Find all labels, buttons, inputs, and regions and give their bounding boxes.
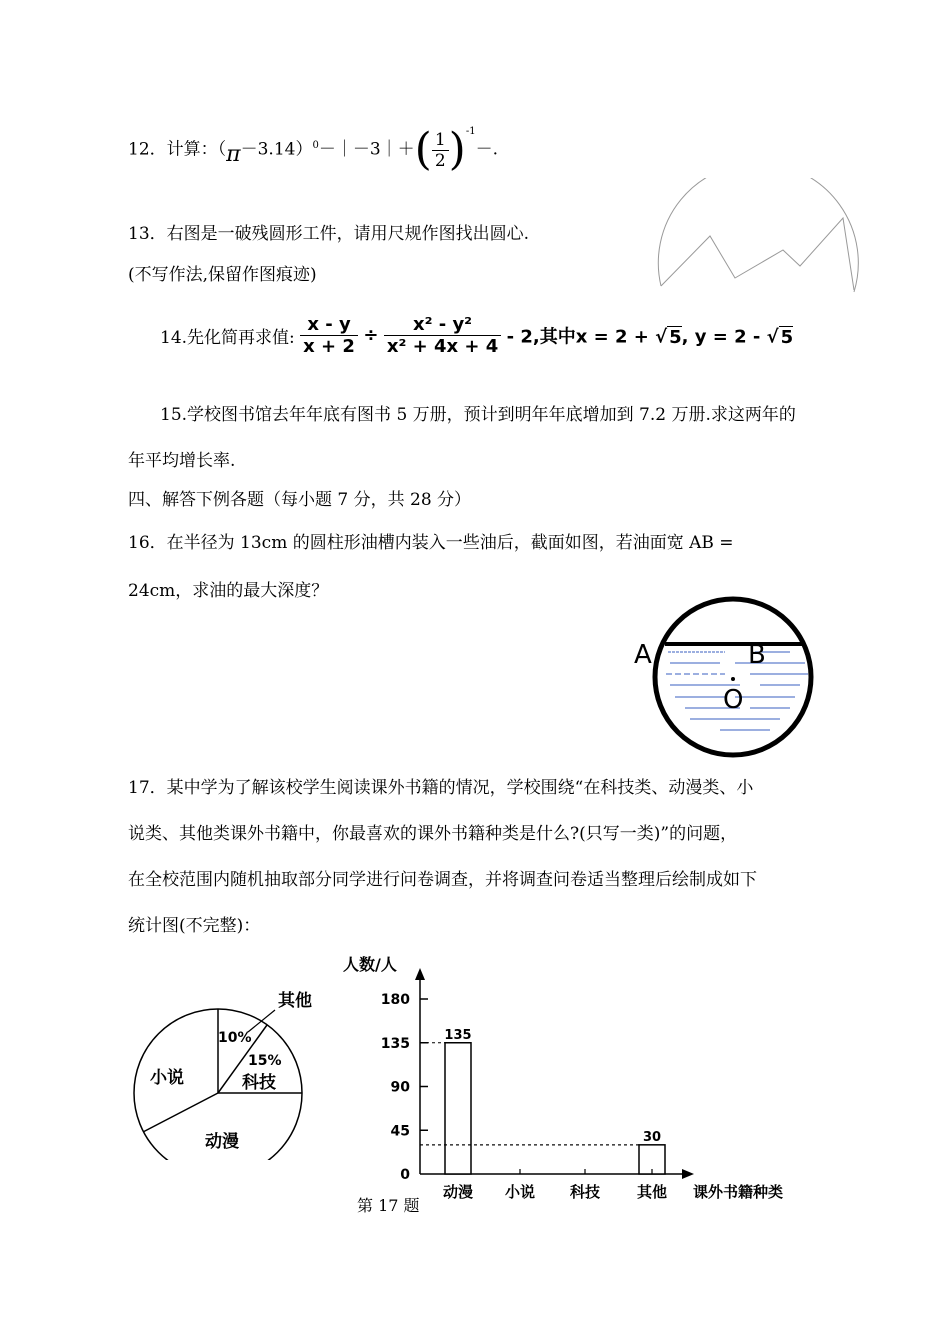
x-category-label-1: 小说 — [504, 1183, 536, 1201]
bar-0 — [445, 1043, 471, 1174]
y-tick-label-135: 135 — [380, 1035, 410, 1052]
q12-pi: π — [226, 141, 241, 167]
q13-line2: (不写作法,保留作图痕迹) — [128, 265, 317, 285]
q13-line1: 13．右图是一破残圆形工件，请用尺规作图找出圆心. — [128, 224, 530, 244]
pie-label-anime: 动漫 — [205, 1132, 239, 1152]
q12-exp: -1 — [465, 125, 476, 137]
bar-chart — [340, 950, 810, 1205]
q17-line1: 17．某中学为了解该校学生阅读课外书籍的情况，学校围绕“在科技类、动漫类、小 — [128, 778, 754, 798]
q14-fraction1 — [300, 314, 358, 357]
q14-tail: - 2,其中x = 2 + √ 5, y = 2 - √ 5 — [506, 326, 794, 348]
q15-line2: 年平均增长率. — [128, 451, 236, 471]
q16-line1: 16．在半径为 13cm 的圆柱形油槽内装入一些油后，截面如图，若油面宽 AB = — [128, 533, 734, 553]
figure-caption: 第 17 题 — [357, 1196, 420, 1215]
x-category-label-2: 科技 — [569, 1183, 601, 1201]
q17-line4: 统计图(不完整)： — [128, 916, 261, 936]
q15-line1: 15.学校图书馆去年年底有图书 5 万册，预计到明年年底增加到 7.2 万册.求这两年的 — [160, 405, 796, 425]
q12-exp-zero: 0 — [312, 139, 319, 151]
x-category-label-3: 其他 — [636, 1183, 668, 1201]
bar-value-label-0: 135 — [444, 1027, 472, 1043]
q14-f1-num: x - y — [300, 314, 358, 336]
q14-mid-text: , y = 2 - — [681, 326, 767, 348]
q12-open-paren: （ — [217, 139, 227, 160]
y-tick-label-45: 45 — [390, 1123, 410, 1140]
center-point-o — [731, 677, 735, 681]
q17-line3: 在全校范围内随机抽取部分同学进行问卷调查，并将调查问卷适当整理后绘制成如下 — [128, 870, 757, 890]
q12-prefix: 12．计算： — [128, 139, 218, 160]
pie-label-novel: 小说 — [150, 1068, 184, 1088]
q12-suffix: －. — [475, 139, 498, 160]
q12-line — [128, 124, 498, 175]
broken-edge — [661, 218, 854, 290]
q16-line2: 24cm，求油的最大深度？ — [128, 581, 329, 601]
pie-pct-other: 10% — [218, 1030, 252, 1046]
label-a: A — [634, 640, 652, 670]
q14-f2-den: x² + 4x + 4 — [386, 336, 499, 357]
q14-sqrt2: 5 — [780, 326, 794, 348]
pie-pct-tech: 15% — [248, 1053, 282, 1069]
q12-rparen: ) — [448, 124, 466, 175]
q12-part2: －｜－3｜＋ — [318, 139, 415, 160]
y-tick-label-0: 0 — [400, 1167, 410, 1183]
q12-frac-num: 1 — [432, 130, 449, 151]
section-heading: 四、解答下例各题（每小题 7 分，共 28 分） — [128, 490, 472, 510]
q12-fraction — [432, 130, 449, 171]
q14-prefix: 14.先化简再求值: — [160, 328, 295, 348]
q14-f2-num: x² - y² — [384, 314, 501, 336]
pie-chart — [130, 980, 330, 1160]
bars — [420, 1028, 665, 1174]
pie-divider-novel — [143, 1093, 218, 1132]
q12-frac-den: 2 — [434, 150, 446, 171]
oil-tank-figure — [630, 595, 820, 760]
pie-label-tech: 科技 — [242, 1073, 276, 1093]
y-axis-arrow — [415, 968, 425, 980]
label-o: O — [723, 685, 744, 715]
q12-part1: －3.14） — [240, 139, 313, 160]
label-b: B — [748, 640, 766, 670]
q14-sqrt1: 5 — [669, 326, 682, 348]
q14-tail-text: - 2,其中x = 2 + — [506, 326, 656, 348]
q12-lparen: ( — [414, 124, 432, 175]
q14-f1-den: x + 2 — [303, 336, 355, 357]
x-axis-arrow — [682, 1169, 694, 1179]
y-tick-label-90: 90 — [390, 1079, 410, 1096]
x-axis-label: 课外书籍种类 — [693, 1183, 784, 1201]
x-category-label-0: 动漫 — [442, 1183, 474, 1201]
q14-line — [160, 314, 793, 357]
q14-fraction2 — [384, 314, 501, 357]
broken-circle-figure — [650, 178, 865, 298]
y-ticks — [381, 992, 428, 1183]
pie-label-other: 其他 — [278, 991, 312, 1011]
y-axis-label: 人数/人 — [343, 955, 397, 974]
q14-divide: ÷ — [363, 325, 379, 346]
q17-line2: 说类、其他类课外书籍中，你最喜欢的课外书籍种类是什么?(只写一类)”的问题， — [128, 824, 738, 844]
bar-value-label-3: 30 — [642, 1129, 662, 1145]
y-tick-label-180: 180 — [380, 992, 410, 1008]
